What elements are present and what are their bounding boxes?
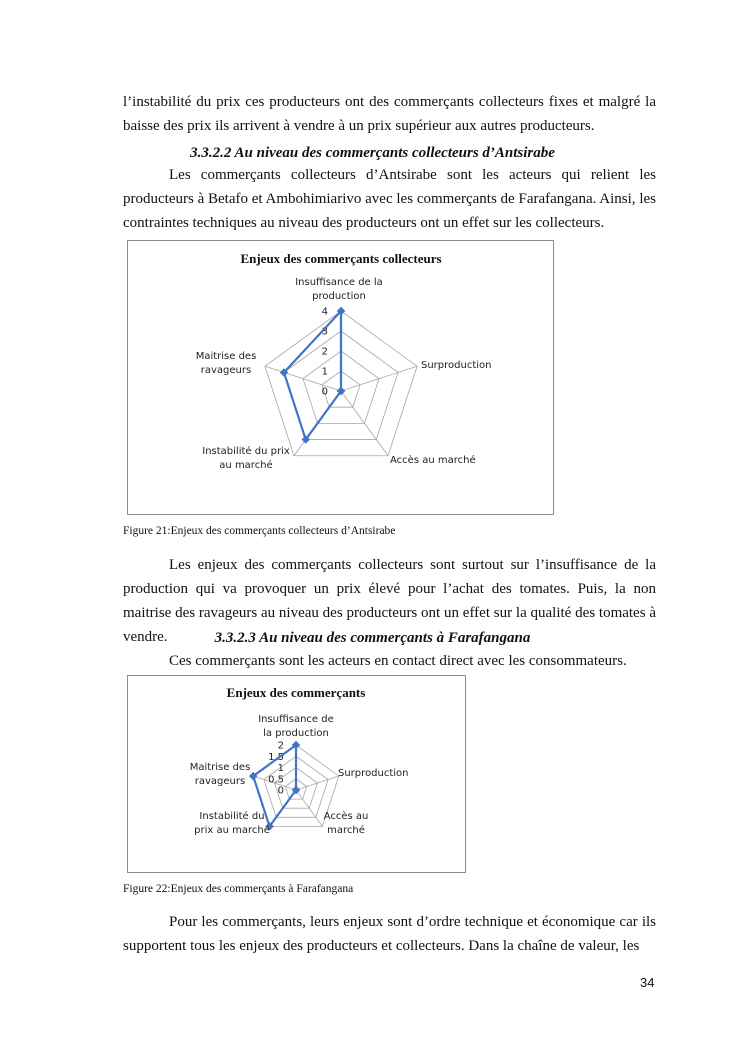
axis-label-4 (202, 445, 290, 471)
radar-chart-commercants (127, 675, 466, 873)
axis-label-4 (194, 810, 270, 836)
tick-label: 2 (277, 740, 284, 752)
axis-label-line: Accès au (323, 811, 369, 822)
axis-label-1 (258, 714, 334, 739)
section-heading-farafangana: 3.3.2.3 Au niveau des commerçants à Farafangana (214, 630, 531, 646)
axis-label-line: prix au marché (194, 825, 270, 836)
axis-label-line: ravageurs (200, 365, 252, 376)
axis-label-line: Instabilité du prix (202, 446, 290, 457)
paragraph-intro: l’instabilité du prix ces producteurs ont des commerçants collecteurs fixes et malgré la baisse des prix ils arrivent à vendre à un prix supérieur aux autres producteurs. (123, 94, 656, 134)
axis-label-5 (190, 762, 251, 787)
section-heading-antsirabe: 3.3.2.2 Au niveau des commerçants collecteurs d’Antsirabe (190, 145, 555, 161)
axis-label-5 (196, 351, 257, 376)
axis-label-line: Accès au marché (390, 455, 476, 466)
chart-title: Enjeux des commerçants collecteurs (240, 251, 442, 266)
axis-label-line: production (312, 291, 366, 302)
radar-chart-commercants-svg (128, 676, 465, 872)
axis-spoke-5 (265, 366, 341, 391)
paragraph-final: Pour les commerçants, leurs enjeux sont d’ordre technique et économique car ils supportent tous les enjeux des producteurs et collecteurs. Dans la chaîne de valeur, les (123, 914, 656, 954)
axis-label-line: la production (263, 728, 329, 739)
axis-label-3 (324, 810, 369, 836)
tick-label: 4 (321, 306, 328, 318)
axis-label-line: ravageurs (194, 776, 246, 787)
axis-label-line: marché (327, 825, 365, 836)
axis-label-line: Maitrise des (195, 351, 257, 362)
tick-label: 1 (321, 366, 328, 378)
tick-label: 3 (321, 326, 328, 338)
tick-label: 2 (321, 346, 328, 358)
tick-label: 1 (277, 763, 284, 774)
axis-label-line: Insuffisance de (258, 714, 334, 725)
axis-label-line: Maitrise des (189, 762, 251, 773)
tick-label: 1.5 (268, 751, 284, 763)
radar-chart-collecteurs-svg (128, 241, 553, 514)
tick-label: 0 (321, 386, 328, 398)
axis-spoke-2 (341, 366, 417, 391)
paragraph-enjeux-collecteurs: Les enjeux des commerçants collecteurs sont surtout sur l’insuffisance de la production qui va provoquer un prix élevé pour l’achat des tomates. Puis, la non maitrise des ravageurs au niveau des producteurs ont un effet sur la qualité des tomates à vendre. (123, 557, 656, 645)
tick-label: 0.5 (268, 774, 284, 786)
paragraph-collecteurs: Les commerçants collecteurs d’Antsirabe sont les acteurs qui relient les producteurs à Betafo et Ambohimiarivo avec les commerçants de Farafangana. Ainsi, les contraintes techniques au niveau des producteurs ont un effet sur les collecteurs. (123, 167, 656, 231)
axis-label-3 (390, 454, 476, 466)
axis-label-line: Surproduction (338, 768, 409, 779)
paragraph-commercants: Ces commerçants sont les acteurs en contact direct avec les consommateurs. (169, 653, 627, 669)
tick-label: 0 (277, 785, 284, 797)
axis-label-1 (295, 277, 383, 302)
axis-label-2 (338, 768, 409, 779)
radar-chart-collecteurs (127, 240, 554, 515)
figure-21-caption: Figure 21:Enjeux des commerçants collecteurs d’Antsirabe (123, 525, 396, 537)
axis-label-line: Instabilité du (199, 811, 265, 822)
figure-22-caption: Figure 22:Enjeux des commerçants à Farafangana (123, 883, 354, 895)
axis-label-line: Surproduction (421, 360, 492, 371)
axis-label-line: au marché (219, 460, 273, 471)
axis-label-2 (421, 360, 492, 371)
axis-label-line: Insuffisance de la (295, 277, 383, 288)
page-number: 34 (640, 975, 655, 990)
chart-title: Enjeux des commerçants (226, 685, 366, 700)
